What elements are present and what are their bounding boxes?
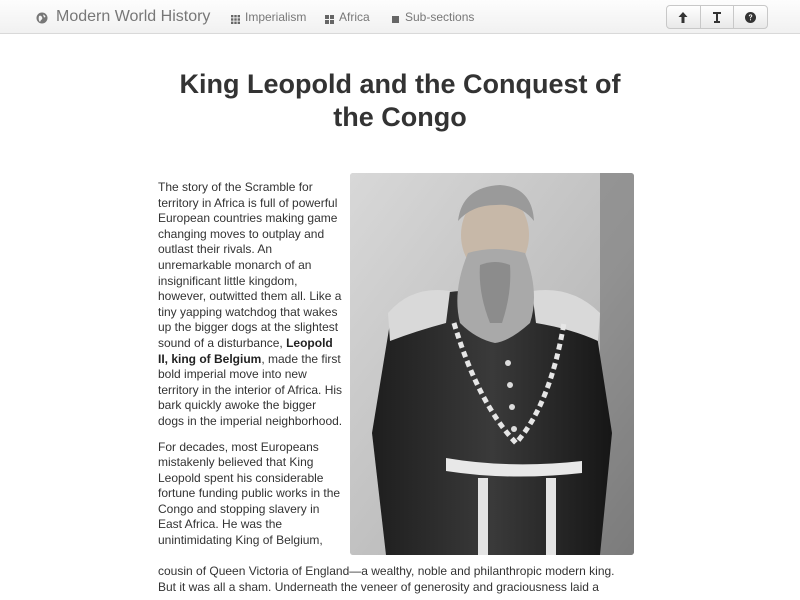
nav-africa[interactable] [325, 9, 370, 25]
top-navbar [0, 0, 800, 34]
page-title: King Leopold and the Conquest of the Congo [179, 69, 621, 132]
text-size-button[interactable] [701, 6, 735, 28]
article-wide-text [158, 564, 638, 595]
help-button[interactable] [734, 6, 767, 28]
leopold-bold-text: Leopold II, king of Belgium [158, 335, 333, 366]
paragraph-1-text-end: , made the first bold imperial move into new territory in the interior of Africa. His bark quickly awoke the bigger dogs in the imperial neighborhood. [158, 351, 343, 428]
grid-large-icon [325, 13, 334, 22]
brand-link[interactable] [36, 7, 210, 27]
arrow-up-icon [678, 12, 688, 23]
paragraph-2-line-1: cousin of Queen Victoria of England—a wealthy, noble and philanthropic modern king. [158, 564, 615, 578]
paragraph-1-text-start: The story of the Scramble for territory in Africa is full of powerful European countries making game changing moves to outplay and outlast their rivals. An unremarkable monarch of an insignificant little kingdom, however, outwitted them all. Like a tiny yapping watchdog that wakes up the bigger dogs at the slightest sound of a disturbance, [158, 180, 342, 350]
question-icon [745, 12, 756, 23]
brand-title: Modern World History [56, 8, 211, 25]
paragraph-2-line-2: But it was all a sham. Underneath the veneer of generosity and graciousness laid a [158, 579, 599, 594]
paragraph-1 [158, 180, 344, 430]
globe-icon [36, 11, 48, 23]
text-cursor-icon [712, 12, 722, 23]
scroll-top-button[interactable] [667, 6, 701, 28]
grid-icon [231, 13, 240, 22]
article-column-text [158, 180, 344, 559]
king-leopold-portrait [350, 173, 634, 555]
nav-africa-label: Africa [339, 10, 370, 24]
square-icon [391, 13, 400, 22]
paragraph-2-column: For decades, most Europeans mistakenly believed that King Leopold spent his considerable fortune funding public works in the Congo and stopping slavery in East Africa. He was the unintimidating King of Belgium, [158, 439, 341, 548]
nav-sub-sections-label: Sub-sections [405, 10, 475, 24]
nav-imperialism-label: Imperialism [245, 10, 307, 24]
nav-imperialism[interactable] [231, 9, 306, 25]
nav-sub-sections[interactable] [391, 9, 474, 25]
toolbar-button-group [666, 5, 768, 29]
